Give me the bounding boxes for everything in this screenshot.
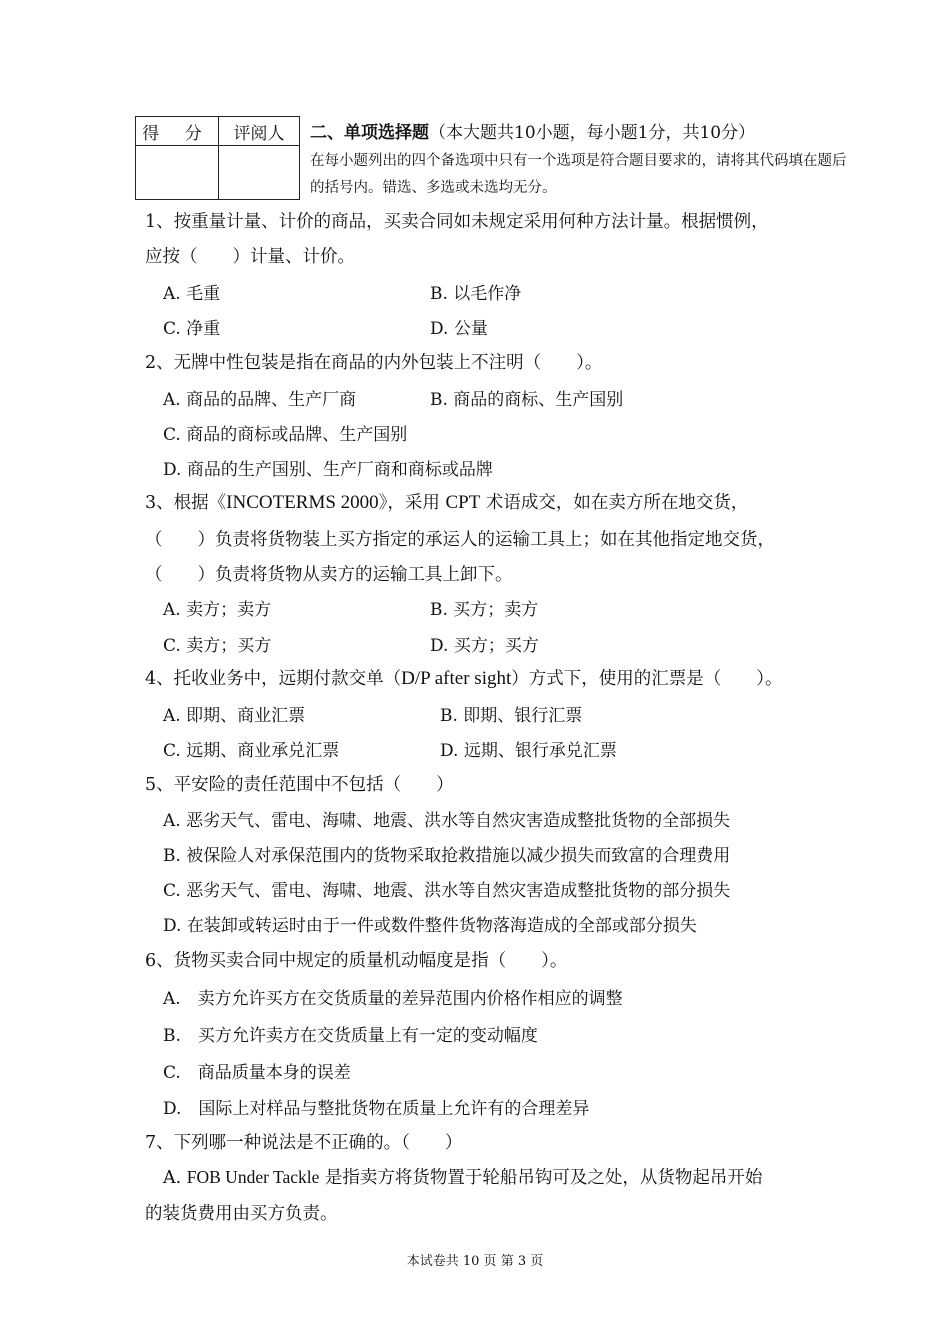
q1-option-b: B. 以毛作净 bbox=[430, 284, 522, 304]
q3-stem-line1 bbox=[145, 489, 748, 514]
q1-option-c: C. 净重 bbox=[163, 319, 221, 339]
q7-option-a-line1 bbox=[163, 1164, 762, 1189]
q7-option-a-pre: A. bbox=[163, 1168, 187, 1188]
q6-option-b: B. 买方允许卖方在交货质量上有一定的变动幅度 bbox=[163, 1026, 538, 1046]
section-title bbox=[310, 118, 755, 143]
q6-option-a: A. 卖方允许买方在交货质量的差异范围内价格作相应的调整 bbox=[163, 989, 623, 1009]
q3-stem-cpt: CPT bbox=[445, 492, 481, 513]
q1-stem-line2: 应按（ ）计量、计价。 bbox=[145, 247, 355, 267]
reviewer-label: 评阅人 bbox=[219, 117, 300, 146]
section-title-text: 二、单项选择题 bbox=[310, 123, 429, 143]
q2-option-d: D. 商品的生产国别、生产厂商和商标或品牌 bbox=[163, 460, 493, 480]
q4-stem bbox=[145, 665, 783, 690]
q3-option-a: A. 卖方；卖方 bbox=[163, 600, 272, 620]
section-instruction: 在每小题列出的四个备选项中只有一个选项是符合题目要求的，请将其代码填在题后的括号内。错选、多选或未选均无分。 bbox=[310, 153, 847, 196]
q3-stem-line2: （ ）负责将货物装上买方指定的承运人的运输工具上；如在其他指定地交货， bbox=[145, 530, 775, 550]
score-table bbox=[135, 116, 300, 200]
q3-option-d: D. 买方；买方 bbox=[430, 636, 539, 656]
q3-stem-post: 术语成交，如在卖方所在地交货， bbox=[480, 493, 749, 513]
q4-stem-pre: 4、托收业务中，远期付款交单（ bbox=[145, 669, 402, 689]
score-cell bbox=[136, 146, 219, 200]
q5-option-d: D. 在装卸或转运时由于一件或数件整件货物落海造成的全部或部分损失 bbox=[163, 916, 697, 936]
q1-option-d: D. 公量 bbox=[430, 319, 488, 339]
q6-option-c: C. 商品质量本身的误差 bbox=[163, 1063, 351, 1083]
q2-stem: 2、无牌中性包装是指在商品的内外包装上不注明（ ）。 bbox=[145, 353, 603, 373]
q1-stem-line1: 1、按重量计量、计价的商品，买卖合同如未规定采用何种方法计量。根据惯例， bbox=[145, 212, 769, 232]
q3-option-c: C. 卖方；买方 bbox=[163, 636, 272, 656]
section-meta: （本大题共10小题，每小题1分，共10分） bbox=[429, 123, 756, 143]
q3-stem-mid: 》，采用 bbox=[378, 493, 446, 513]
q5-option-a: A. 恶劣天气、雷电、海啸、地震、洪水等自然灾害造成整批货物的全部损失 bbox=[163, 811, 731, 831]
q3-stem-line3: （ ）负责将货物从卖方的运输工具上卸下。 bbox=[145, 565, 513, 585]
q7-option-a-en: FOB Under Tackle bbox=[186, 1167, 320, 1187]
q2-option-c: C. 商品的商标或品牌、生产国别 bbox=[163, 425, 408, 445]
q7-option-a-line2: 的装货费用由买方负责。 bbox=[145, 1204, 338, 1224]
q6-stem: 6、货物买卖合同中规定的质量机动幅度是指（ ）。 bbox=[145, 951, 568, 971]
page-footer: 本试卷共 10 页 第 3 页 bbox=[406, 1254, 544, 1269]
q5-option-c: C. 恶劣天气、雷电、海啸、地震、洪水等自然灾害造成整批货物的部分损失 bbox=[163, 881, 731, 901]
q3-stem-pre: 3、根据《 bbox=[145, 493, 227, 513]
q5-stem: 5、平安险的责任范围中不包括（ ） bbox=[145, 775, 454, 795]
q4-stem-dp: D/P after sight bbox=[401, 668, 512, 689]
q6-option-d: D. 国际上对样品与整批货物在质量上允许有的合理差异 bbox=[163, 1099, 590, 1119]
q3-option-b: B. 买方；卖方 bbox=[430, 600, 539, 620]
q4-option-a: A. 即期、商业汇票 bbox=[163, 706, 306, 726]
reviewer-cell bbox=[219, 146, 300, 200]
score-label: 得 分 bbox=[136, 117, 219, 146]
q7-stem: 7、下列哪一种说法是不正确的。（ ） bbox=[145, 1133, 463, 1153]
q4-stem-post: ）方式下，使用的汇票是（ ）。 bbox=[511, 669, 783, 689]
q4-option-d: D. 远期、银行承兑汇票 bbox=[440, 741, 617, 761]
q2-option-b: B. 商品的商标、生产国别 bbox=[430, 390, 624, 410]
q2-option-a: A. 商品的品牌、生产厂商 bbox=[163, 390, 357, 410]
q7-option-a-post: 是指卖方将货物置于轮船吊钩可及之处，从货物起吊开始 bbox=[319, 1168, 763, 1188]
q4-option-c: C. 远期、商业承兑汇票 bbox=[163, 741, 340, 761]
q3-stem-incoterms: INCOTERMS 2000 bbox=[226, 492, 379, 513]
q1-option-a: A. 毛重 bbox=[163, 284, 221, 304]
q5-option-b: B. 被保险人对承保范围内的货物采取抢救措施以减少损失而致富的合理费用 bbox=[163, 846, 731, 866]
q4-option-b: B. 即期、银行汇票 bbox=[440, 706, 583, 726]
